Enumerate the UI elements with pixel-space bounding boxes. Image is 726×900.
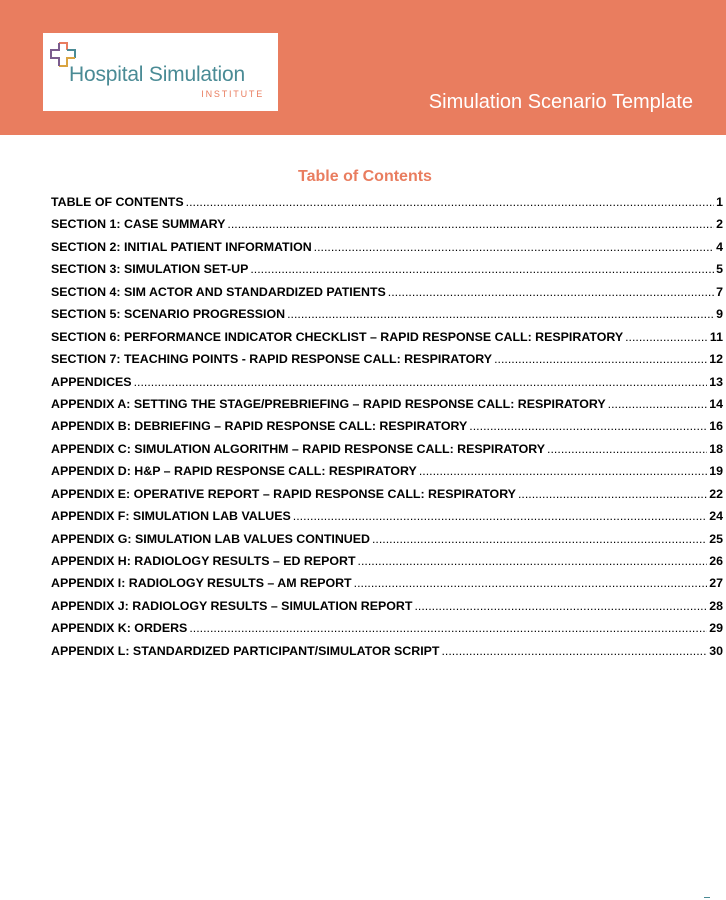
toc-entry[interactable]	[51, 327, 723, 349]
toc-entry[interactable]	[51, 461, 723, 483]
toc-entry-page: 29	[709, 621, 723, 636]
logo-subtitle: INSTITUTE	[201, 89, 264, 99]
toc-entry-page: 18	[709, 441, 723, 456]
toc-dot-leader	[625, 327, 708, 347]
toc-entry-page: 22	[709, 486, 723, 501]
toc-entry-title: APPENDIX G: SIMULATION LAB VALUES CONTINUED	[51, 531, 370, 546]
toc-entry-title: SECTION 4: SIM ACTOR AND STANDARDIZED PATIENTS	[51, 284, 386, 299]
toc-entry[interactable]	[51, 596, 723, 618]
toc-dot-leader	[414, 596, 707, 616]
toc-entry-page: 9	[716, 307, 723, 322]
toc-entry-page: 12	[709, 352, 723, 367]
toc-dot-leader	[354, 573, 708, 593]
toc-entry-page: 25	[709, 531, 723, 546]
toc-entry-title: APPENDIX J: RADIOLOGY RESULTS – SIMULATION REPORT	[51, 598, 413, 613]
toc-entry[interactable]	[51, 551, 723, 573]
toc-entry[interactable]	[51, 439, 723, 461]
page-corner-mark	[704, 894, 710, 898]
toc-entry[interactable]	[51, 484, 723, 506]
toc-entry-title: APPENDIX K: ORDERS	[51, 621, 188, 636]
toc-entry-page: 4	[716, 239, 723, 254]
toc-entry[interactable]	[51, 394, 723, 416]
toc-entry-title: SECTION 7: TEACHING POINTS - RAPID RESPONSE CALL: RESPIRATORY	[51, 352, 493, 367]
toc-entry-page: 11	[709, 329, 723, 344]
toc-dot-leader	[186, 192, 714, 212]
toc-entry-page: 14	[709, 396, 723, 411]
logo-name: Hospital Simulation	[69, 63, 245, 86]
toc-dot-leader	[388, 282, 714, 302]
toc-list	[51, 192, 723, 663]
toc-dot-leader	[189, 618, 707, 638]
toc-entry[interactable]	[51, 259, 723, 281]
toc-dot-leader	[494, 349, 707, 369]
toc-entry[interactable]	[51, 304, 723, 326]
toc-entry-page: 27	[709, 576, 723, 591]
toc-entry-page: 2	[716, 217, 723, 232]
toc-entry-title: APPENDIX C: SIMULATION ALGORITHM – RAPID RESPONSE CALL: RESPIRATORY	[51, 441, 546, 456]
toc-entry[interactable]	[51, 641, 723, 663]
toc-entry[interactable]	[51, 192, 723, 214]
toc-dot-leader	[469, 416, 707, 436]
toc-entry-page: 26	[709, 554, 723, 568]
toc-entry-title: SECTION 3: SIMULATION SET-UP	[51, 262, 249, 277]
toc-dot-leader	[227, 214, 714, 234]
toc-dot-leader	[441, 641, 707, 661]
header-band	[0, 0, 726, 135]
toc-entry-title: SECTION 5: SCENARIO PROGRESSION	[51, 307, 286, 322]
toc-entry-page: 5	[716, 262, 723, 277]
toc-entry-title: APPENDIX I: RADIOLOGY RESULTS – AM REPORT	[51, 576, 352, 591]
toc-entry-title: SECTION 2: INITIAL PATIENT INFORMATION	[51, 239, 312, 254]
toc-entry-page: 16	[709, 419, 723, 434]
toc-dot-leader	[293, 506, 707, 526]
toc-entry-page: 7	[716, 284, 723, 299]
toc-dot-leader	[608, 394, 708, 414]
toc-heading: Table of Contents	[298, 168, 432, 185]
toc-dot-leader	[372, 529, 707, 549]
toc-entry-title: APPENDIX B: DEBRIEFING – RAPID RESPONSE CALL: RESPIRATORY	[51, 419, 468, 434]
toc-dot-leader	[287, 304, 714, 324]
toc-entry[interactable]	[51, 237, 723, 259]
logo	[43, 33, 278, 111]
toc-entry-title: APPENDIX E: OPERATIVE REPORT – RAPID RESPONSE CALL: RESPIRATORY	[51, 486, 516, 501]
toc-entry[interactable]	[51, 372, 723, 394]
toc-entry[interactable]	[51, 506, 723, 528]
toc-entry-page: 1	[716, 195, 723, 209]
toc-dot-leader	[547, 439, 707, 459]
toc-dot-leader	[358, 551, 708, 571]
toc-entry[interactable]	[51, 618, 723, 640]
toc-entry-title: SECTION 1: CASE SUMMARY	[51, 217, 226, 232]
toc-entry-title: SECTION 6: PERFORMANCE INDICATOR CHECKLIST – RAPID RESPONSE CALL: RESPIRATORY	[51, 329, 624, 344]
toc-dot-leader	[250, 259, 714, 279]
toc-entry-page: 24	[709, 509, 723, 524]
toc-entry-page: 13	[709, 374, 723, 389]
toc-entry-title: APPENDIX D: H&P – RAPID RESPONSE CALL: RESPIRATORY	[51, 464, 417, 479]
toc-entry[interactable]	[51, 529, 723, 551]
toc-entry[interactable]	[51, 416, 723, 438]
toc-entry-page: 30	[709, 643, 723, 658]
toc-dot-leader	[518, 484, 707, 504]
toc-entry[interactable]	[51, 573, 723, 595]
toc-entry-page: 19	[709, 464, 723, 479]
toc-dot-leader	[419, 461, 707, 481]
document-title: Simulation Scenario Template	[428, 91, 693, 113]
toc-entry-title: APPENDIX H: RADIOLOGY RESULTS – ED REPORT	[51, 554, 356, 568]
toc-entry[interactable]	[51, 349, 723, 371]
toc-entry-title: APPENDIX A: SETTING THE STAGE/PREBRIEFING – RAPID RESPONSE CALL: RESPIRATORY	[51, 396, 606, 411]
toc-entry-title: APPENDIX F: SIMULATION LAB VALUES	[51, 509, 291, 524]
toc-dot-leader	[134, 372, 708, 392]
toc-entry-title: TABLE OF CONTENTS	[51, 195, 184, 209]
toc-entry[interactable]	[51, 214, 723, 236]
toc-dot-leader	[314, 237, 714, 257]
toc-entry[interactable]	[51, 282, 723, 304]
toc-entry-page: 28	[709, 598, 723, 613]
toc-entry-title: APPENDICES	[51, 374, 132, 389]
toc-entry-title: APPENDIX L: STANDARDIZED PARTICIPANT/SIMULATOR SCRIPT	[51, 643, 440, 658]
